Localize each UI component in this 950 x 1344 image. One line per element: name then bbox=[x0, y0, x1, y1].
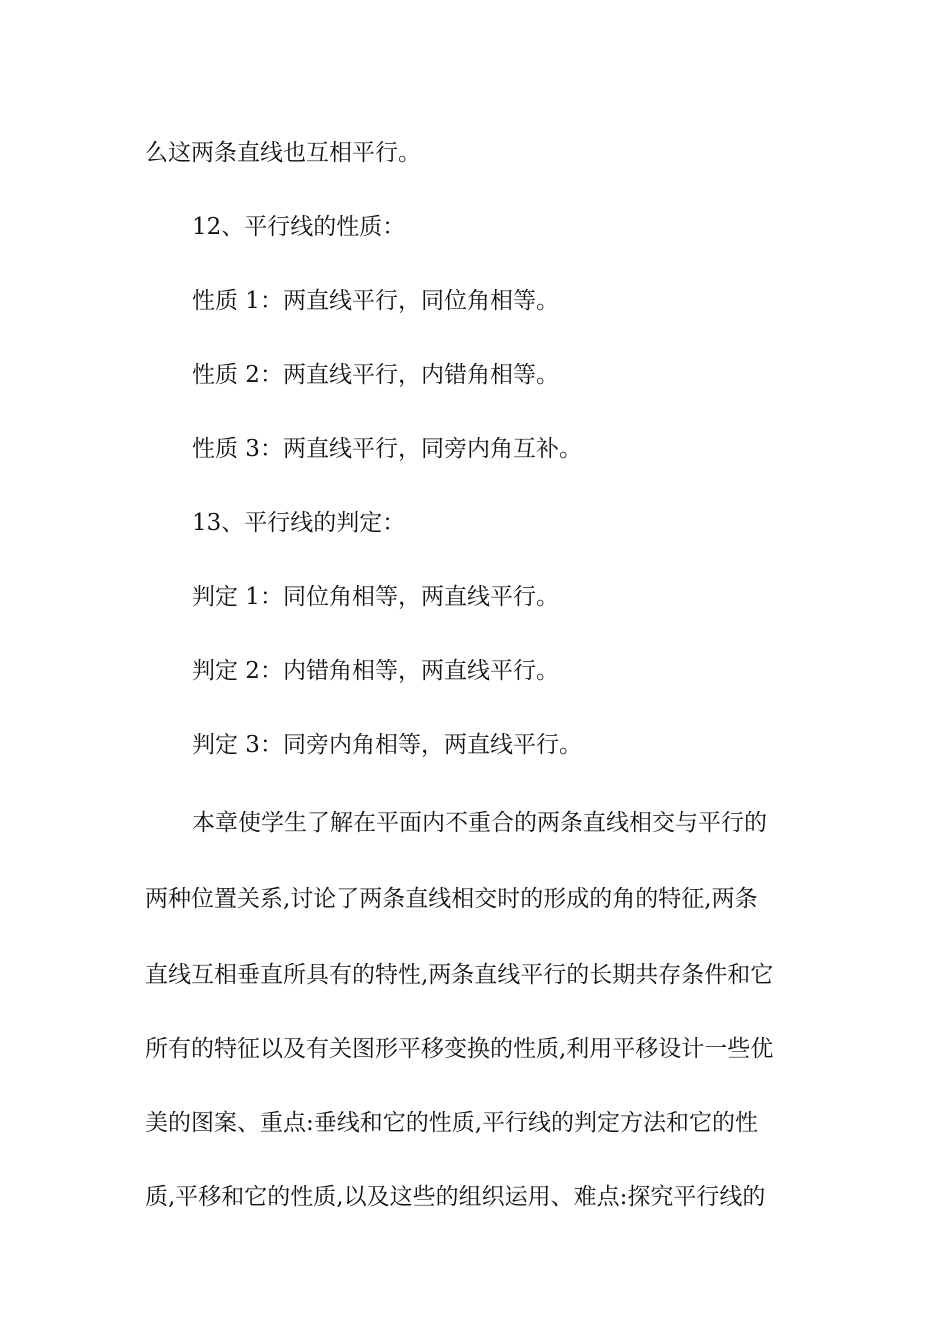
paragraph-line-4: 所有的特征以及有关图形平移变换的性质,利用平移设计一些优 bbox=[145, 1036, 774, 1062]
property-1: 性质 1：两直线平行，同位角相等。 bbox=[192, 288, 559, 314]
section-heading-properties: 12、平行线的性质： bbox=[192, 214, 406, 240]
text-line-continuation: 么这两条直线也互相平行。 bbox=[145, 140, 421, 166]
property-2: 性质 2：两直线平行，内错角相等。 bbox=[192, 362, 559, 388]
property-3: 性质 3：两直线平行，同旁内角互补。 bbox=[192, 436, 582, 462]
paragraph-line-2: 两种位置关系,讨论了两条直线相交时的形成的角的特征,两条 bbox=[145, 886, 758, 912]
paragraph-line-3: 直线互相垂直所具有的特性,两条直线平行的长期共存条件和它 bbox=[145, 962, 774, 988]
section-heading-criteria: 13、平行线的判定： bbox=[192, 510, 406, 536]
paragraph-line-6: 质,平移和它的性质,以及这些的组织运用、难点:探究平行线的 bbox=[145, 1184, 766, 1210]
criterion-1: 判定 1：同位角相等，两直线平行。 bbox=[192, 584, 559, 610]
criterion-2: 判定 2：内错角相等，两直线平行。 bbox=[192, 658, 559, 684]
paragraph-line-5: 美的图案、重点:垂线和它的性质,平行线的判定方法和它的性 bbox=[145, 1110, 759, 1136]
paragraph-line-1: 本章使学生了解在平面内不重合的两条直线相交与平行的 bbox=[192, 810, 767, 836]
criterion-3: 判定 3：同旁内角相等，两直线平行。 bbox=[192, 732, 582, 758]
